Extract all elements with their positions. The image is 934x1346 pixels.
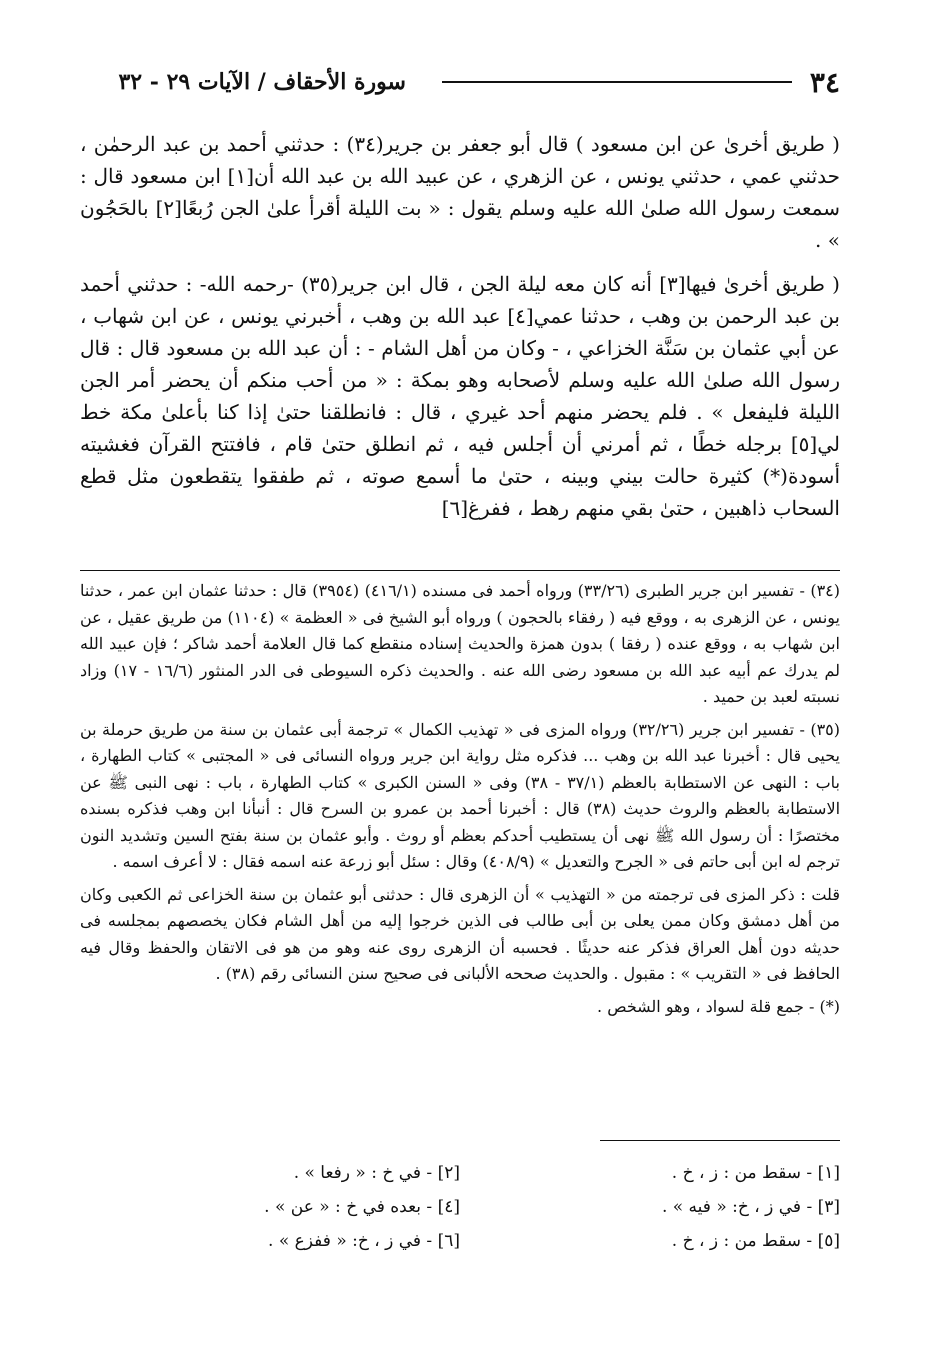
footnote-35: (٣٥) - تفسير ابن جرير (٣٢/٢٦) ورواه المزى فى « تهذيب الكمال » ترجمة أبى عثمان بن سنة من طريق حرملة بن يحيى قال : أخبرنا عبد الله بن وهب ... فذكره مثل رواية ابن جرير ورواه النسائى فى « المجتبى » كتاب الطهارة ، باب : النهى عن الاستطابة بالعظم (٣٧/١ - ٣٨) وفى « السنن الكبرى » كتاب الطهارة ، باب : نهى النبى ﷺ عن الاستطابة بالعظم والروث حديث (٣٨) قال : أخبرنا أحمد بن عمرو بن السرح قال : أنبأنا ابن وهب فذكره بسنده مختصرًا : أن رسول الله ﷺ نهى أن يستطيب أحدكم بعظم أو روث . وأبو عثمان بن سنة بفتح السين وتشديد النون ترجم له ابن أبى حاتم فى « الجرح والتعديل » (٤٠٨/٩) وقال : سئل أبو زرعة عنه اسمه فقال : لا أعرف اسمه . bbox=[80, 719, 841, 871]
footnote-comment: قلت : ذكر المزى فى ترجمته من « التهذيب » أن الزهرى قال : حدثنى أبو عثمان بن سنة الخزاعى ثم الكعبى وكان من أهل دمشق وكان ممن يعلى بن أبى طالب فى الذين خرجوا إليه من أهل الشام فكان يخصصهم بمجلسه فى حديثه دون أهل العراق فذكر عنه حديثًا . فحسبه أن الزهرى روى عنه وهو من هو فى الاتقان والحفظ وقال فيه الحافظ فى « التقريب » : مقبول . والحديث صححه الألبانى فى صحيح سنن النسائى رقم (٣٨) . bbox=[80, 884, 840, 983]
footnotes bbox=[80, 578, 840, 1020]
header-rule bbox=[442, 81, 792, 83]
paragraph-ibn-masud-route: ( طريق أخرىٰ عن ابن مسعود ) قال أبو جعفر بن جرير(٣٤) : حدثني أحمد بن عبد الرحمٰن ، حدثني عمي ، حدثني يونس ، عن الزهري ، عن عبيد الله بن عبد الله أن[١] ابن مسعود قال : سمعت رسول الله صلىٰ الله عليه وسلم يقول : « بت الليلة أقرأ علىٰ الجن رُبعًا[٢] بالحَجُون » . bbox=[80, 132, 840, 252]
variant-4: [٤] - بعده في خ : « عن » . bbox=[264, 1197, 460, 1217]
main-text bbox=[80, 128, 840, 530]
manuscript-variants bbox=[80, 1160, 840, 1254]
running-header bbox=[80, 60, 840, 104]
variants-divider bbox=[600, 1140, 840, 1141]
page-number: ٣٤ bbox=[809, 65, 840, 99]
variant-1: [١] - سقط من : ز ، خ . bbox=[671, 1163, 840, 1183]
variant-6: [٦] - في ز ، خ: « ففزع » . bbox=[268, 1231, 460, 1251]
paragraph-jinn-night-route: ( طريق أخرىٰ فيها[٣] أنه كان معه ليلة الجن ، قال ابن جرير(٣٥) -رحمه الله- : حدثني أحمد بن عبد الرحمن بن وهب ، حدثنا عمي[٤] عبد الله بن وهب ، أخبرني يونس ، عن ابن شهاب ، عن أبي عثمان بن سَنَّة الخزاعي ، - وكان من أهل الشام - : أن عبد الله بن مسعود قال : قال رسول الله صلىٰ الله عليه وسلم لأصحابه وهو بمكة : « من أحب منكم أن يحضر أمر الجن الليلة فليفعل » . فلم يحضر منهم أحد غيري ، قال : فانطلقنا حتىٰ إذا كنا بأعلىٰ مكة خط لي[٥] برجله خطًا ، ثم أمرني أن أجلس فيه ، ثم انطلق حتىٰ قام ، فافتتح القرآن فغشيته أسودة(*) كثيرة حالت بيني وبينه ، حتىٰ ما أسمع صوته ، ثم طفقوا يتقطعون مثل قطع السحاب ذاهبين ، حتىٰ بقي منهم رهط ، ففرغ[٦] bbox=[80, 272, 840, 520]
variant-3: [٣] - في ز ، خ: « فيه » . bbox=[661, 1197, 840, 1217]
header-title: سورة الأحقاف / الآيات ٢٩ - ٣٢ bbox=[118, 69, 406, 95]
footnote-divider bbox=[80, 570, 840, 571]
footnote-34: (٣٤) - تفسير ابن جرير الطبرى (٣٣/٢٦) ورواه أحمد فى مسنده (٤١٦/١) (٣٩٥٤) قال : حدثنا عثمان ابن عمر ، حدثنا يونس ، عن الزهرى به ، ووقع فيه ( رفقاء بالحجون ) ورواه أبو الشيخ فى « العظمة » (١١٠٤) من طريق عقيل ، عن ابن شهاب به ، ووقع عنده ( رفقا ) بدون همزة والحديث إسناده منقطع كما قال العلامة أحمد شاكر ؛ فإن عبيد الله لم يدرك عم أبيه عبد الله بن مسعود رضى الله عنه . والحديث ذكره السيوطى فى الدر المنثور (١٦/٦ - ١٧) وزاد نسبته لعبد بن حميد . bbox=[80, 581, 841, 706]
variant-2: [٢] - في خ : « رفعا » . bbox=[293, 1163, 460, 1183]
footnote-star: (*) - جمع قلة لسواد ، وهو الشخص . bbox=[597, 996, 840, 1016]
variant-5: [٥] - سقط من : ز ، خ . bbox=[671, 1231, 840, 1251]
